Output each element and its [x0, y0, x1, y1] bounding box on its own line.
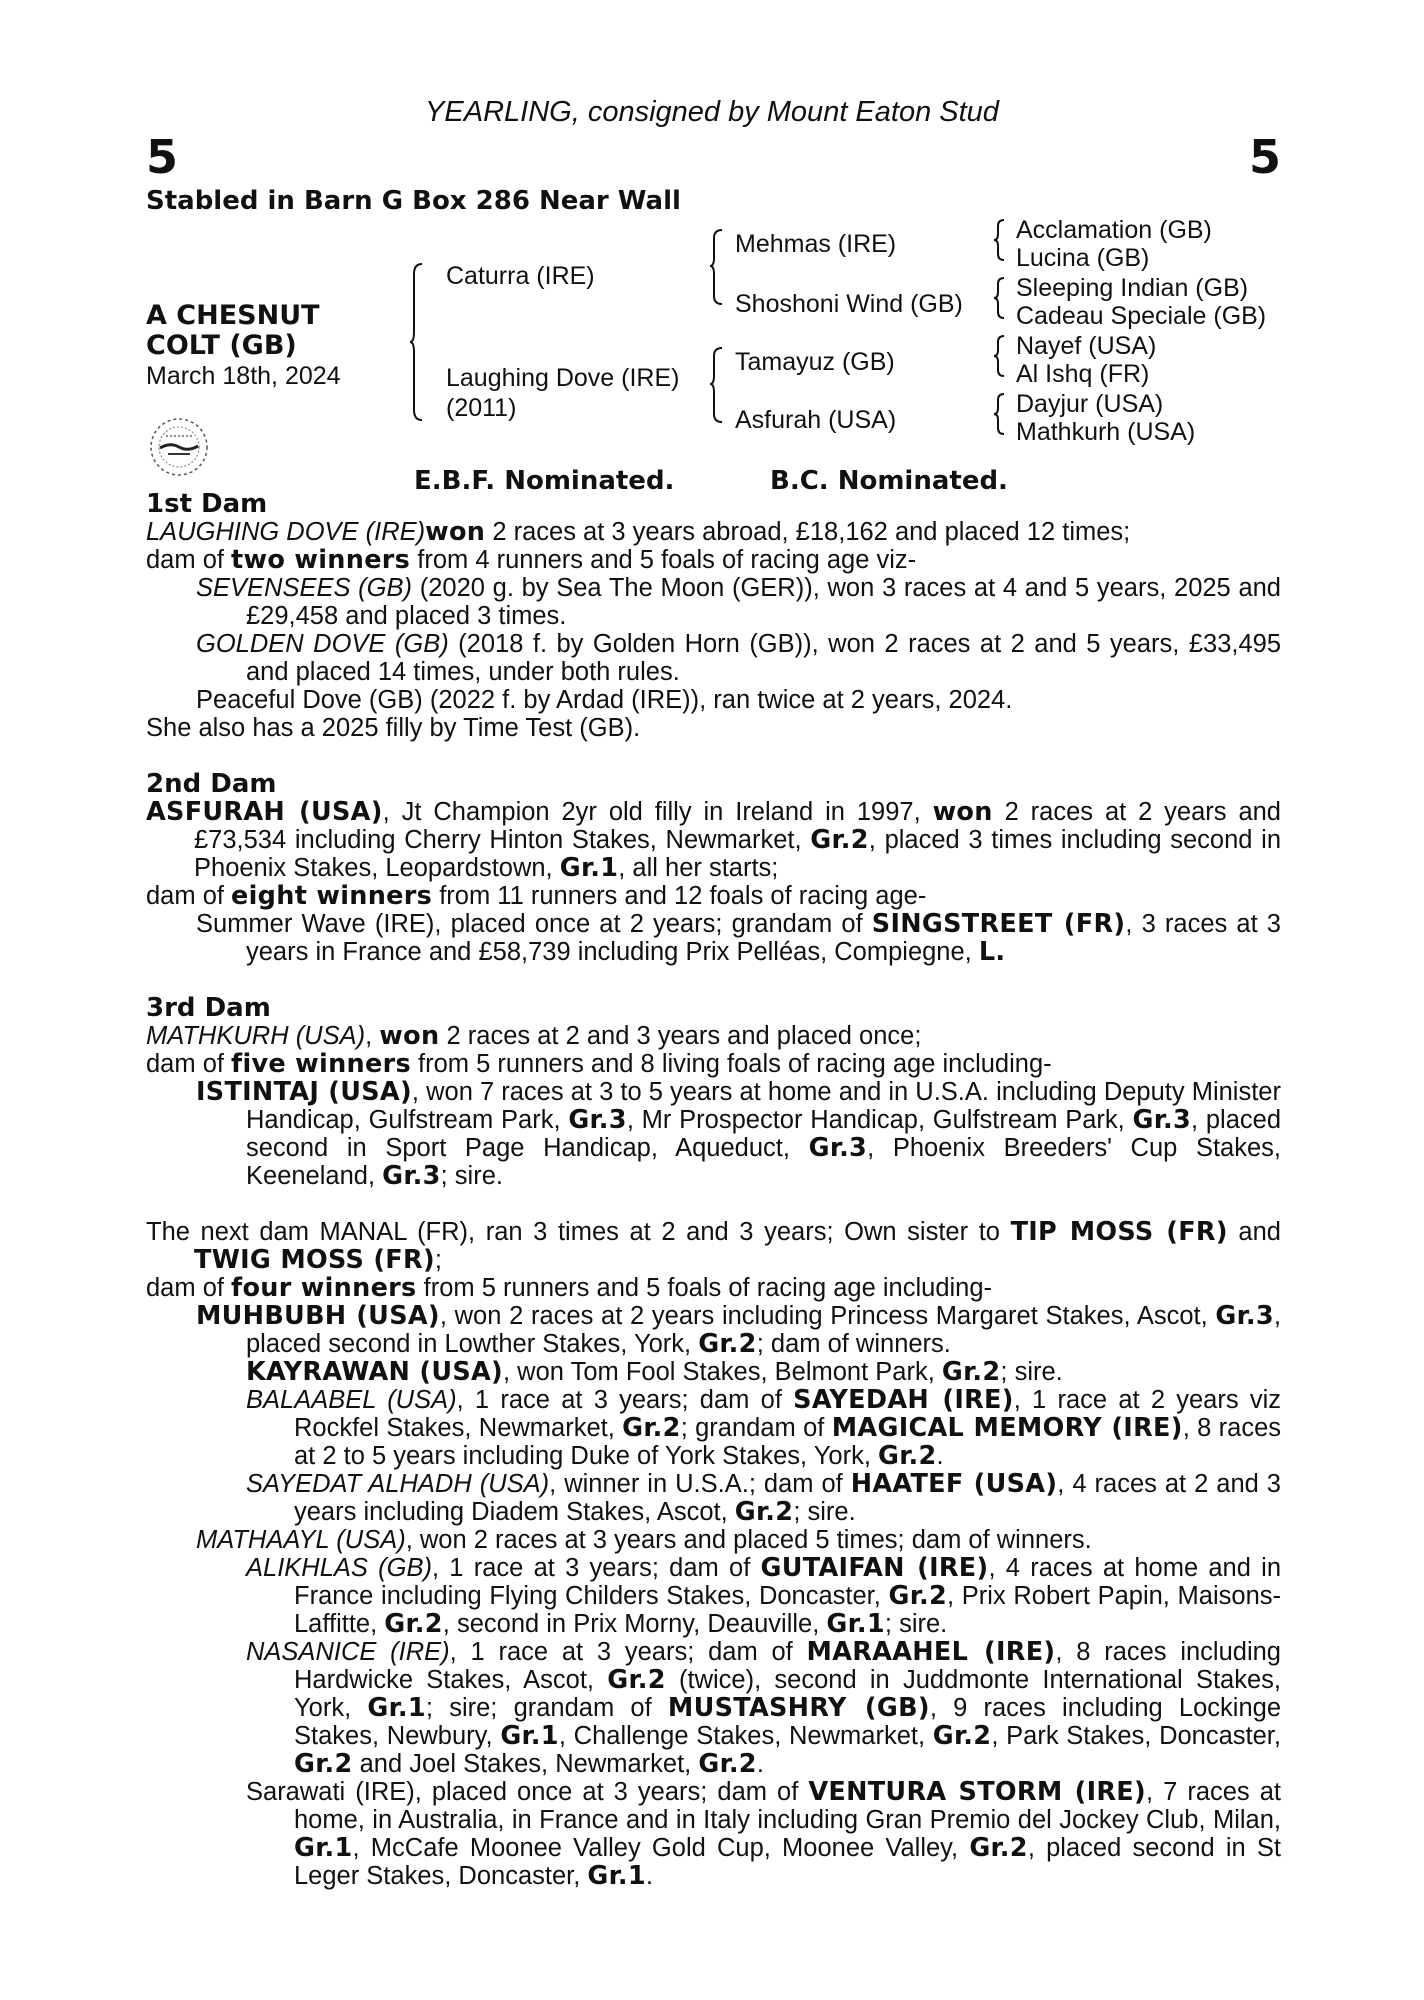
pedigree-bracket-3b	[994, 276, 1006, 320]
horse-description-line2: COLT (GB)	[146, 330, 297, 361]
pedigree-g6: Al Ishq (FR)	[1016, 360, 1150, 388]
dam-dam: Asfurah (USA)	[735, 406, 897, 434]
produce-summer-wave: Summer Wave (IRE), placed once at 2 years; grandam of SINGSTREET (FR), 3 races at 3 years in France and £58,739 including Prix Pelléas, Compiegne, L.	[196, 909, 1281, 967]
produce-kayrawan: KAYRAWAN (USA), won Tom Fool Stakes, Belmont Park, Gr.2; sire.	[246, 1357, 1063, 1387]
sale-header: YEARLING, consigned by Mount Eaton Stud	[425, 96, 999, 128]
lot-number-right: 5	[1248, 130, 1281, 184]
pedigree-bracket-3c	[994, 334, 1006, 378]
lot-number-left: 5	[146, 130, 179, 184]
produce-sarawati: Sarawati (IRE), placed once at 3 years; dam of VENTURA STORM (IRE), 7 races at home, in Australia, in France and in Italy including Gran Premio del Jockey Club, Milan, Gr.1, McCafe Moonee Valley Gold Cup, Moonee Valley, Gr.2, placed second in St Leger Stakes, Doncaster, Gr.1.	[246, 1777, 1281, 1891]
second-dam-heading: 2nd Dam	[146, 769, 277, 799]
next-dam-summary: The next dam MANAL (FR), ran 3 times at 2 and 3 years; Own sister to TIP MOSS (FR) and TWIG MOSS (FR);	[146, 1217, 1281, 1275]
produce-sevensees: SEVENSEES (GB) (2020 g. by Sea The Moon (GER)), won 3 races at 4 and 5 years, 2025 and £29,458 and placed 3 times.	[196, 574, 1281, 630]
bc-nomination: B.C. Nominated.	[770, 466, 1008, 496]
produce-nasanice: NASANICE (IRE), 1 race at 3 years; dam of MARAAHEL (IRE), 8 races including Hardwicke Stakes, Ascot, Gr.2 (twice), second in Juddmonte International Stakes, York, Gr.1; sire; grandam of MUSTASHRY (GB), 9 races including Lockinge Stakes, Newbury, Gr.1, Challenge Stakes, Newmarket, Gr.2, Park Stakes, Doncaster, Gr.2 and Joel Stakes, Newmarket, Gr.2.	[246, 1637, 1281, 1779]
produce-sayedat-alhadh: SAYEDAT ALHADH (USA), winner in U.S.A.; dam of HAATEF (USA), 4 races at 2 and 3 years including Diadem Stakes, Ascot, Gr.2; sire.	[246, 1469, 1281, 1527]
first-dam-heading: 1st Dam	[146, 489, 268, 519]
second-dam-summary: ASFURAH (USA), Jt Champion 2yr old filly in Ireland in 1997, won 2 races at 2 years and £73,534 including Cherry Hinton Stakes, Newmarket, Gr.2, placed 3 times including second in Phoenix Stakes, Leopardstown, Gr.1, all her starts;	[146, 797, 1282, 883]
third-dam-summary: MATHKURH (USA), won 2 races at 2 and 3 years and placed once;	[146, 1021, 922, 1051]
first-dam-produce: dam of two winners from 4 runners and 5 foals of racing age viz-	[146, 545, 917, 575]
pedigree-bracket-2b	[710, 346, 724, 424]
pedigree-bracket-1	[410, 262, 424, 422]
third-dam-heading: 3rd Dam	[146, 993, 271, 1023]
catalogue-body	[146, 490, 1281, 1890]
first-dam-summary: LAUGHING DOVE (IRE)won 2 races at 3 years abroad, £18,162 and placed 12 times;	[146, 517, 1131, 547]
pedigree-g4: Cadeau Speciale (GB)	[1016, 302, 1267, 330]
pedigree-g3: Sleeping Indian (GB)	[1016, 274, 1249, 302]
produce-mathaayl: MATHAAYL (USA), won 2 races at 3 years and placed 5 times; dam of winners.	[196, 1526, 1092, 1554]
pedigree-g7: Dayjur (USA)	[1016, 390, 1164, 418]
produce-istintaj: ISTINTAJ (USA), won 7 races at 3 to 5 years at home and in U.S.A. including Deputy Minister Handicap, Gulfstream Park, Gr.3, Mr Prospector Handicap, Gulfstream Park, Gr.3, placed second in Sport Page Handicap, Aqueduct, Gr.3, Phoenix Breeders' Cup Stakes, Keeneland, Gr.3; sire.	[196, 1077, 1282, 1191]
produce-peaceful-dove: Peaceful Dove (GB) (2022 f. by Ardad (IRE)), ran twice at 2 years, 2024.	[196, 686, 1013, 714]
pedigree-g2: Lucina (GB)	[1016, 244, 1150, 272]
pedigree-g1: Acclamation (GB)	[1016, 216, 1212, 244]
foaling-date: March 18th, 2024	[146, 362, 341, 390]
second-dam-produce: dam of eight winners from 11 runners and 12 foals of racing age-	[146, 881, 927, 911]
ebf-nomination: E.B.F. Nominated.	[414, 466, 675, 496]
produce-balaabel: BALAABEL (USA), 1 race at 3 years; dam of SAYEDAH (IRE), 1 race at 2 years viz Rockfel Stakes, Newmarket, Gr.2; grandam of MAGICAL MEMORY (IRE), 8 races at 2 to 5 years including Duke of York Stakes, York, Gr.2.	[246, 1385, 1282, 1471]
dam-sire: Tamayuz (GB)	[735, 348, 895, 376]
pedigree-bracket-3a	[994, 218, 1006, 262]
sire-dam: Shoshoni Wind (GB)	[735, 290, 963, 318]
horse-description-line1: A CHESNUT	[146, 300, 320, 331]
pedigree-bracket-2a	[710, 228, 724, 306]
dam-foaled-year: (2011)	[446, 394, 517, 422]
pedigree-bracket-3d	[994, 392, 1006, 436]
produce-alikhlas: ALIKHLAS (GB), 1 race at 3 years; dam of GUTAIFAN (IRE), 4 races at home and in France including Flying Childers Stakes, Doncaster, Gr.2, Prix Robert Papin, Maisons-Laffitte, Gr.2, second in Prix Morny, Deauville, Gr.1; sire.	[246, 1553, 1282, 1639]
third-dam-produce: dam of five winners from 5 runners and 8 living foals of racing age including-	[146, 1049, 1052, 1079]
produce-golden-dove: GOLDEN DOVE (GB) (2018 f. by Golden Horn (GB)), won 2 races at 2 and 5 years, £33,495 and placed 14 times, under both rules.	[196, 630, 1281, 686]
produce-muhbubh: MUHBUBH (USA), won 2 races at 2 years including Princess Margaret Stakes, Ascot, Gr.3, placed second in Lowther Stakes, York, Gr.2; dam of winners.	[196, 1301, 1281, 1359]
sire-sire: Mehmas (IRE)	[735, 230, 897, 258]
next-dam-produce: dam of four winners from 5 runners and 5 foals of racing age including-	[146, 1273, 993, 1303]
pedigree-g5: Nayef (USA)	[1016, 332, 1157, 360]
pedigree-g8: Mathkurh (USA)	[1016, 418, 1196, 446]
dam-name: Laughing Dove (IRE)	[446, 364, 680, 392]
stabling-location: Stabled in Barn G Box 286 Near Wall	[146, 186, 681, 216]
sire-name: Caturra (IRE)	[446, 262, 595, 290]
produce-2025-filly: She also has a 2025 filly by Time Test (GB).	[146, 714, 641, 742]
stud-seal-logo	[146, 414, 212, 480]
